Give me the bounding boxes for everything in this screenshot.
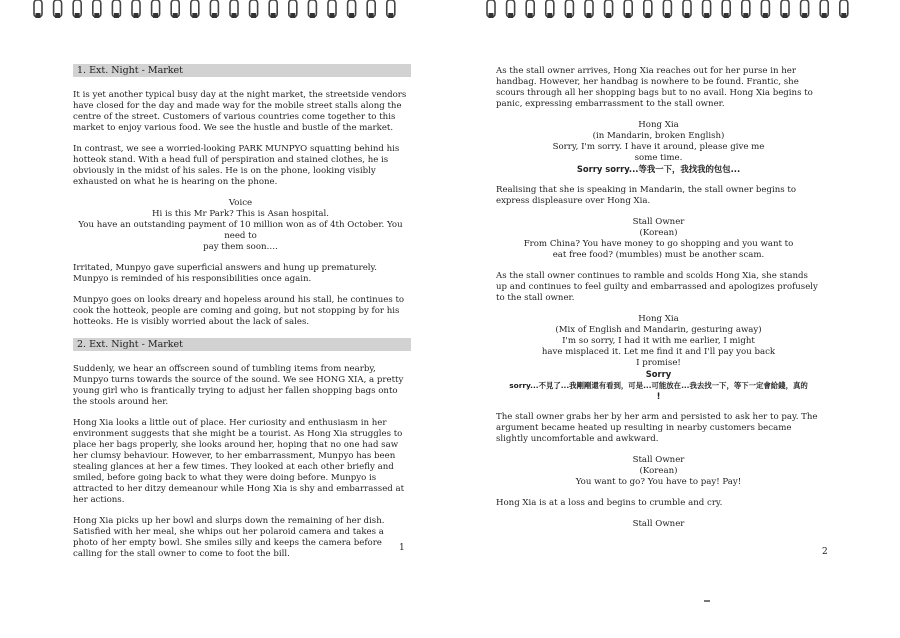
page-number-left: 1 [399, 543, 405, 553]
dialogue-line: Hi is this Mr Park? This is Asan hospital. [151, 209, 330, 219]
binding-hole [606, 13, 611, 18]
page-number-right: 2 [822, 547, 828, 557]
dialogue-line-mandarin: Sorry sorry...等我一下，我找我的包包... [576, 164, 741, 174]
action-paragraph: As the stall owner arrives, Hong Xia reaches out for her purse in her handbag. However, her handbag is nowhere to be found. Frantic, she scours through all her shopping bags but to no avail. Hong Xia begins to panic, expressing embarrassment to the stall owner. [496, 66, 813, 109]
character-name: Voice [228, 198, 253, 208]
binding-hole [388, 13, 393, 18]
dialogue-line: eat free food? (mumbles) must be another scam. [552, 250, 765, 260]
binding-hole [665, 13, 670, 18]
binding-hole [290, 13, 295, 18]
left-page [73, 64, 408, 570]
binding-hole [724, 13, 729, 18]
parenthetical: (Korean) [639, 466, 678, 476]
dialogue-block-voice [73, 198, 408, 253]
scene-heading-1: 1. Ext. Night - Market [73, 64, 411, 77]
binding-hole [212, 13, 217, 18]
character-name: Hong Xia [638, 120, 679, 130]
binding-hole [134, 13, 139, 18]
action-paragraph: In contrast, we see a worried-looking PARK MUNPYO squatting behind his hotteok stand. With a head full of perspiration and stained clothes, he is obviously in the midst of his sales. He is on the phone, looking visibly exhausted on what he is hearing on the phone. [73, 144, 400, 187]
action-paragraph: Hong Xia looks a little out of place. Her curiosity and enthusiasm in her environment suggests that she might be a tourist. As Hong Xia struggles to place her bags properly, she looks around her, hoping that no one had saw her clumsy behaviour. However, to her embarrassment, Munpyo has been stealing glances at her a few times. They looked at each other briefly and smiled, before going back to what they were doing before. Munpyo is attracted to her ditzy demeanour while Hong Xia is shy and embarrassed at her actions. [73, 418, 405, 505]
binding-hole [685, 13, 690, 18]
dialogue-block-hong-xia [496, 120, 821, 175]
binding-hole [36, 13, 41, 18]
binding-hole [75, 13, 80, 18]
dialogue-line-mandarin: Sorry [645, 369, 672, 379]
binding-hole [508, 13, 513, 18]
binding-hole [271, 13, 276, 18]
dialogue-line-mandarin: sorry...不見了...我剛剛還有看到，可是...可能放在...我去找一下，等下一定會給錢，真的 [509, 381, 808, 390]
action-paragraph: It is yet another typical busy day at the night market, the streetside vendors have closed for the day and made way for the mobile street stalls along the centre of the street. Customers of various countries come together to this market to enjoy various food. We see the hustle and bustle of the market. [73, 90, 407, 133]
dialogue-line: I'm so sorry, I had it with me earlier, I might [562, 336, 755, 346]
dialogue-block-stall-owner [496, 455, 821, 488]
binding-hole [841, 13, 846, 18]
dialogue-line: Sorry, I'm sorry. I have it around, please give me [552, 142, 765, 152]
binding-hole [704, 13, 709, 18]
binding-hole [153, 13, 158, 18]
dialogue-line: I promise! [636, 358, 681, 368]
dialogue-block-stall-owner [496, 217, 821, 261]
binding-hole [330, 13, 335, 18]
parenthetical: (Korean) [639, 228, 678, 238]
parenthetical: (in Mandarin, broken English) [592, 131, 725, 141]
character-name: Stall Owner [632, 217, 685, 227]
binding-hole [763, 13, 768, 18]
action-paragraph: Hong Xia picks up her bowl and slurps down the remaining of her dish. Satisfied with her meal, she whips out her polaroid camera and takes a photo of her empty bowl. She smiles silly and keeps the camera before calling for the stall owner to come to foot the bill. [73, 516, 385, 559]
binding-hole [645, 13, 650, 18]
dialogue-line: pay them soon…. [203, 242, 278, 252]
dialogue-line: You have an outstanding payment of 10 million won as of 4th October. You need to [78, 220, 403, 241]
action-paragraph: Realising that she is speaking in Mandarin, the stall owner begins to express displeasure over Hong Xia. [496, 185, 797, 206]
binding-hole [743, 13, 748, 18]
binding-hole [114, 13, 119, 18]
dialogue-block-hong-xia [496, 314, 821, 402]
binding-hole [802, 13, 807, 18]
right-page [496, 66, 821, 540]
dialogue-line: have misplaced it. Let me find it and I'll pay you back [541, 347, 776, 357]
action-paragraph: Suddenly, we hear an offscreen sound of tumbling items from nearby, Munpyo turns towards the source of the sound. We see HONG XIA, a pretty young girl who is frantically trying to adjust her fallen shopping bags onto the stools around her. [73, 364, 404, 407]
parenthetical: (Mix of English and Mandarin, gesturing away) [555, 325, 762, 335]
binding-hole [251, 13, 256, 18]
dialogue-line: From China? You have money to go shopping and you want to [523, 239, 794, 249]
character-name: Hong Xia [638, 314, 679, 324]
character-name-trailing: Stall Owner [632, 519, 685, 529]
dialogue-line: some time. [634, 153, 683, 163]
binding-hole [369, 13, 374, 18]
binding-hole [822, 13, 827, 18]
dialogue-line-mandarin: ! [656, 391, 661, 401]
action-paragraph: The stall owner grabs her by her arm and persisted to ask her to pay. The argument became heated up resulting in nearby customers became slightly uncomfortable and awkward. [496, 412, 818, 444]
stray-mark [704, 600, 710, 602]
binding-hole [587, 13, 592, 18]
binding-hole [232, 13, 237, 18]
character-name: Stall Owner [632, 455, 685, 465]
binding-hole [547, 13, 552, 18]
binding-hole [173, 13, 178, 18]
spiral-binding [0, 0, 900, 22]
binding-hole [528, 13, 533, 18]
binding-hole [783, 13, 788, 18]
binding-hole [192, 13, 197, 18]
binding-hole [94, 13, 99, 18]
binding-hole [489, 13, 494, 18]
action-paragraph: Hong Xia is at a loss and begins to crumble and cry. [496, 498, 723, 508]
binding-hole [55, 13, 60, 18]
binding-hole [626, 13, 631, 18]
action-paragraph: Irritated, Munpyo gave superficial answers and hung up prematurely. Munpyo is reminded of his responsibilities once again. [73, 263, 378, 284]
action-paragraph: Munpyo goes on looks dreary and hopeless around his stall, he continues to cook the hotteok, people are coming and going, but not stopping by for his hotteoks. He is visibly worried about the lack of sales. [73, 295, 405, 327]
binding-hole [310, 13, 315, 18]
binding-hole [349, 13, 354, 18]
action-paragraph: As the stall owner continues to ramble and scolds Hong Xia, she stands up and continues to feel guilty and embarrassed and apologizes profusely to the stall owner. [496, 271, 818, 303]
binding-hole [567, 13, 572, 18]
dialogue-line: You want to go? You have to pay! Pay! [575, 477, 742, 487]
scene-heading-2: 2. Ext. Night - Market [73, 338, 411, 351]
